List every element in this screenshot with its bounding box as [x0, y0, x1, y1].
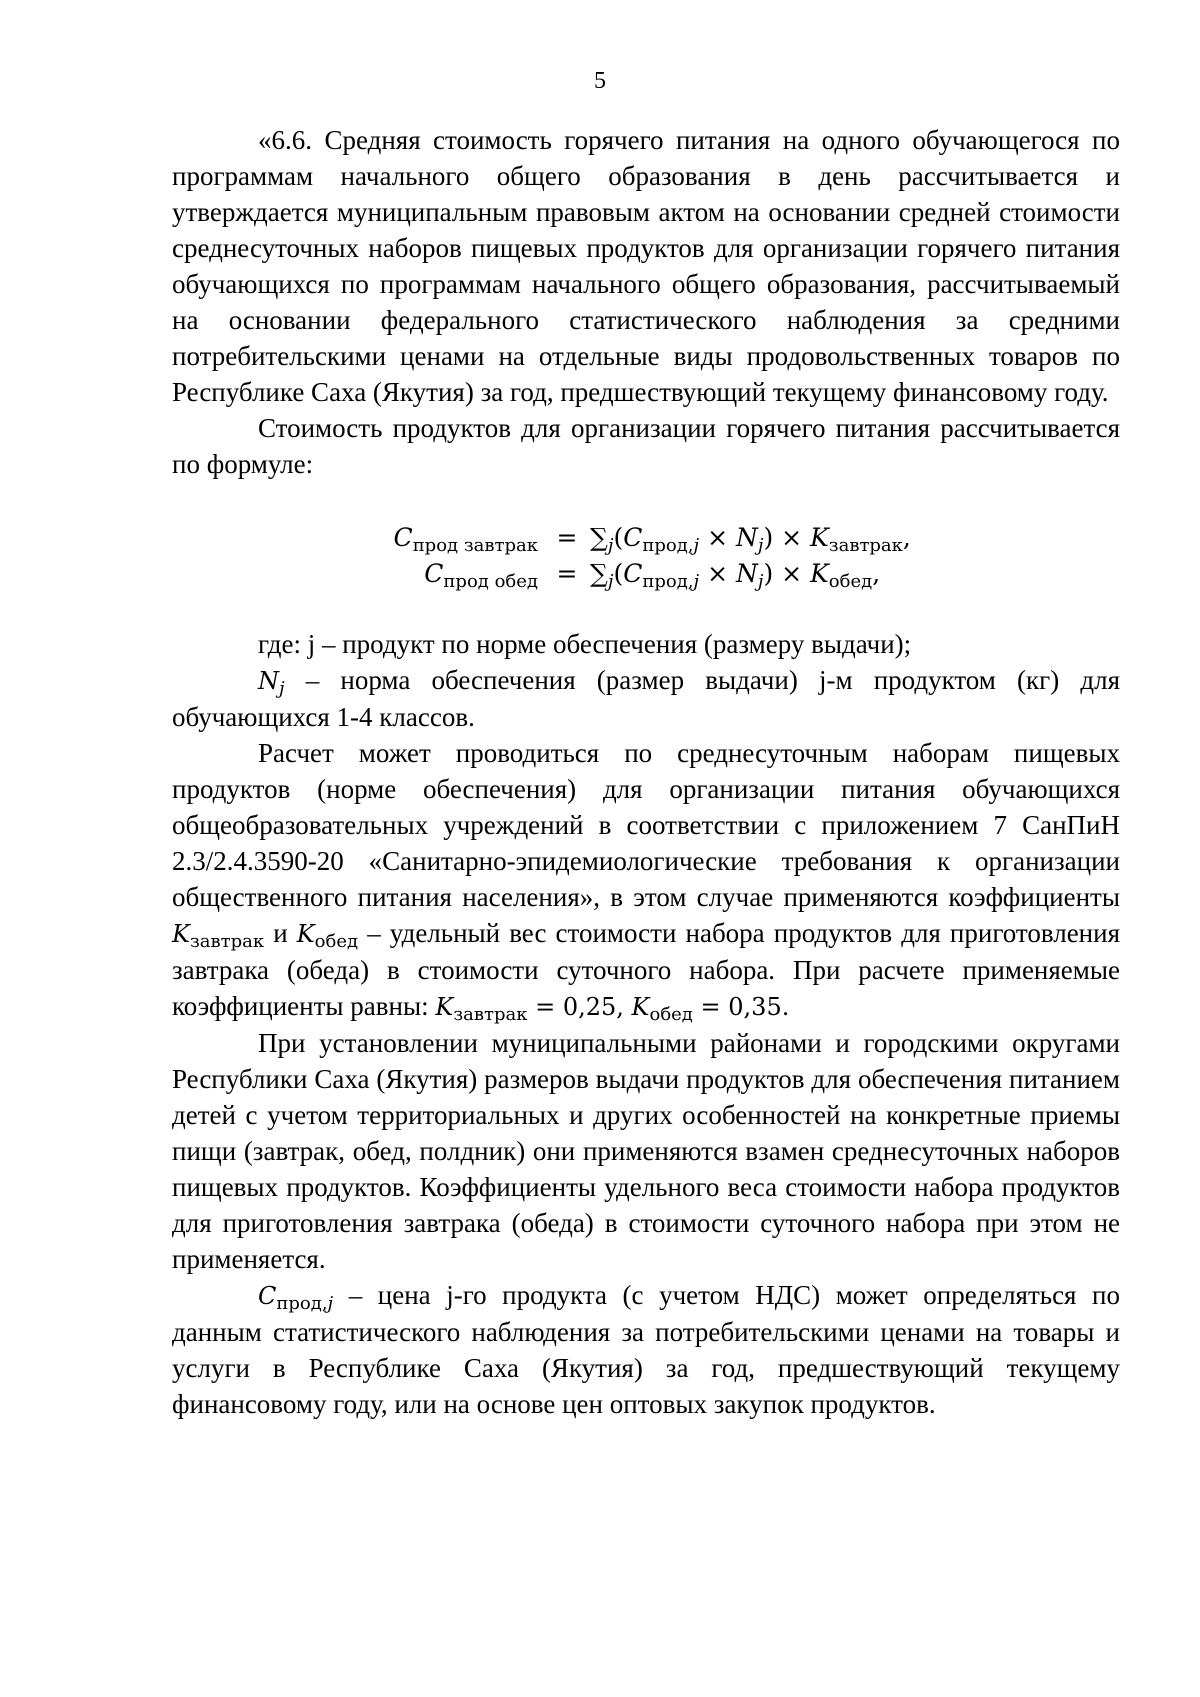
paragraph-nj: $N_j$ – норма обеспечения (размер выдачи) j-м продуктом (кг) для обучающихся 1-4 классов. — [172, 665, 1120, 732]
formula-block — [172, 520, 1120, 592]
formula-lunch: $C_{прод обед}$ = $\sum_j(C_{прод,j} \times N_j) \times K_{обед}$, — [424, 559, 881, 592]
document-body — [172, 122, 1120, 1422]
paragraph-municipal: При установлении муниципальными районами и городскими округами Республики Саха (Якутия) размеров выдачи продуктов для обеспечения питанием детей с учетом территориальных и других особенностей на конкретные приемы пищи (завтрак, обед, полдник) они применяются взамен среднесуточных наборов пищевых продуктов. Коэффициенты удельного веса стоимости набора продуктов для приготовления завтрака (обеда) в стоимости суточного набора при этом не применяется. — [172, 1028, 1120, 1274]
paragraph-where-j: где: j – продукт по норме обеспечения (размеру выдачи); — [258, 629, 912, 659]
paragraph-calculation: Расчет может проводиться по среднесуточным наборам пищевых продуктов (норме обеспечения) для организации питания обучающихся общеобразовательных учреждений в соответствии с приложением 7 СанПиН 2.3/2.4.3590-20 «Санитарно-эпидемиологические требования к организации общественного питания населения», в этом случае применяются коэффициенты $K_{завтрак}$ и $K_{обед}$ – удельный вес стоимости набора продуктов для приготовления завтрака (обеда) в стоимости суточного набора. При расчете применяемые коэффициенты равны: $K_{завтрак} = 0,25$, $K_{обед} = 0,35$. — [172, 738, 1120, 1025]
paragraph-6-6: «6.6. Средняя стоимость горячего питания на одного обучающегося по программам начального общего образования в день рассчитывается и утверждается муниципальным правовым актом на основании средней стоимости среднесуточных наборов пищевых продуктов для организации горячего питания обучающихся по программам начального общего образования, рассчитываемый на основании федерального статистического наблюдения за средними потребительскими ценами на отдельные виды продовольственных товаров по Республике Саха (Якутия) за год, предшествующий текущему финансовому году. — [172, 125, 1120, 407]
page-number: 5 — [594, 68, 606, 94]
formula-breakfast: $C_{прод завтрак}$ = $\sum_j(C_{прод,j} \times N_j) \times K_{завтрак}$, — [393, 523, 911, 556]
paragraph-price: $C_{прод,j}$ – цена j-го продукта (с учетом НДС) может определяться по данным статистического наблюдения за потребительскими ценами на товары и услуги в Республике Саха (Якутия) за год, предшествующий текущему финансовому году, или на основе цен оптовых закупок продуктов. — [172, 1280, 1120, 1419]
paragraph-cost-intro: Стоимость продуктов для организации горячего питания рассчитывается по формуле: — [172, 413, 1120, 479]
